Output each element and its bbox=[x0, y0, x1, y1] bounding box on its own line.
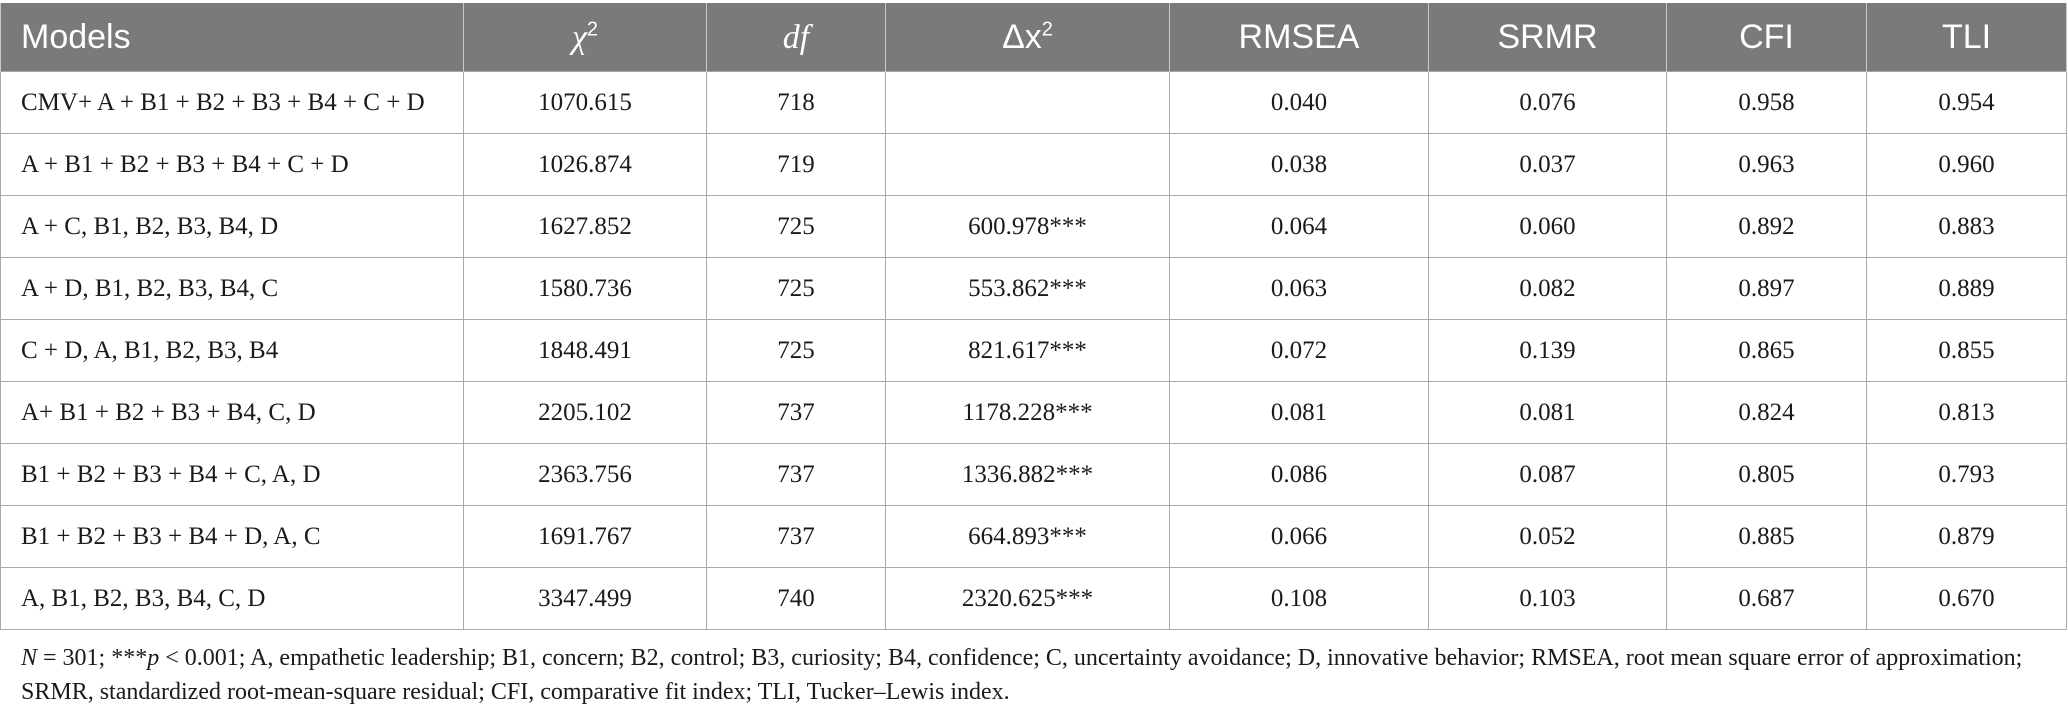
header-df bbox=[707, 3, 886, 72]
cell-rmsea: 0.081 bbox=[1170, 382, 1429, 444]
df-symbol: df bbox=[782, 18, 810, 56]
cell-model: B1 + B2 + B3 + B4 + D, A, C bbox=[1, 506, 464, 568]
cell-rmsea: 0.063 bbox=[1170, 258, 1429, 320]
cell-delta: 1336.882*** bbox=[886, 444, 1170, 506]
cell-chi2: 1691.767 bbox=[464, 506, 707, 568]
cell-tli: 0.879 bbox=[1867, 506, 2067, 568]
cell-rmsea: 0.064 bbox=[1170, 196, 1429, 258]
cell-cfi: 0.805 bbox=[1667, 444, 1867, 506]
cell-delta: 600.978*** bbox=[886, 196, 1170, 258]
cell-tli: 0.670 bbox=[1867, 568, 2067, 630]
cell-chi2: 1580.736 bbox=[464, 258, 707, 320]
cell-rmsea: 0.086 bbox=[1170, 444, 1429, 506]
cell-tli: 0.883 bbox=[1867, 196, 2067, 258]
cell-delta: 821.617*** bbox=[886, 320, 1170, 382]
cell-cfi: 0.687 bbox=[1667, 568, 1867, 630]
cell-chi2: 2205.102 bbox=[464, 382, 707, 444]
cell-df: 725 bbox=[707, 258, 886, 320]
cell-df: 718 bbox=[707, 72, 886, 134]
table-row bbox=[1, 506, 2067, 568]
delta-superscript: 2 bbox=[1041, 18, 1053, 41]
cell-delta: 2320.625*** bbox=[886, 568, 1170, 630]
chi-symbol: χ bbox=[571, 18, 587, 56]
cell-srmr: 0.087 bbox=[1429, 444, 1667, 506]
cell-delta bbox=[886, 72, 1170, 134]
cell-df: 737 bbox=[707, 506, 886, 568]
header-models: Models bbox=[1, 3, 464, 72]
cell-chi2: 1070.615 bbox=[464, 72, 707, 134]
header-delta-chi bbox=[886, 3, 1170, 72]
table-row bbox=[1, 258, 2067, 320]
cell-df: 740 bbox=[707, 568, 886, 630]
footnote-part2: < 0.001; A, empathetic leadership; B1, concern; B2, control; B3, curiosity; B4, confidence; C, uncertainty avoidance; D, innovative behavior; RMSEA, root mean square error of approximation; SRMR, standardized root-mean-square residual; CFI, comparative fit index; TLI, Tucker–Lewis index. bbox=[21, 645, 2023, 705]
table-row bbox=[1, 134, 2067, 196]
cell-rmsea: 0.108 bbox=[1170, 568, 1429, 630]
header-chi-square bbox=[464, 3, 707, 72]
cell-cfi: 0.865 bbox=[1667, 320, 1867, 382]
cell-chi2: 1627.852 bbox=[464, 196, 707, 258]
cell-rmsea: 0.040 bbox=[1170, 72, 1429, 134]
chi-superscript: 2 bbox=[586, 18, 599, 41]
header-cfi: CFI bbox=[1667, 3, 1867, 72]
cell-srmr: 0.081 bbox=[1429, 382, 1667, 444]
cell-rmsea: 0.072 bbox=[1170, 320, 1429, 382]
cell-srmr: 0.076 bbox=[1429, 72, 1667, 134]
cell-tli: 0.954 bbox=[1867, 72, 2067, 134]
cell-srmr: 0.052 bbox=[1429, 506, 1667, 568]
cell-df: 725 bbox=[707, 196, 886, 258]
cell-srmr: 0.037 bbox=[1429, 134, 1667, 196]
table-body bbox=[1, 72, 2067, 630]
model-fit-table bbox=[0, 3, 2067, 630]
cell-cfi: 0.958 bbox=[1667, 72, 1867, 134]
cell-delta: 1178.228*** bbox=[886, 382, 1170, 444]
cell-model: A + D, B1, B2, B3, B4, C bbox=[1, 258, 464, 320]
cell-df: 737 bbox=[707, 444, 886, 506]
cell-tli: 0.855 bbox=[1867, 320, 2067, 382]
header-srmr: SRMR bbox=[1429, 3, 1667, 72]
cell-tli: 0.960 bbox=[1867, 134, 2067, 196]
header-tli: TLI bbox=[1867, 3, 2067, 72]
cell-model: A + C, B1, B2, B3, B4, D bbox=[1, 196, 464, 258]
cell-delta bbox=[886, 134, 1170, 196]
footnote-p: p bbox=[147, 645, 160, 671]
cell-tli: 0.813 bbox=[1867, 382, 2067, 444]
cell-model: A, B1, B2, B3, B4, C, D bbox=[1, 568, 464, 630]
cell-delta: 664.893*** bbox=[886, 506, 1170, 568]
cell-model: C + D, A, B1, B2, B3, B4 bbox=[1, 320, 464, 382]
cell-cfi: 0.824 bbox=[1667, 382, 1867, 444]
table-row bbox=[1, 72, 2067, 134]
cell-delta: 553.862*** bbox=[886, 258, 1170, 320]
cell-tli: 0.793 bbox=[1867, 444, 2067, 506]
table-footnote bbox=[21, 641, 2041, 709]
cell-df: 725 bbox=[707, 320, 886, 382]
cell-chi2: 3347.499 bbox=[464, 568, 707, 630]
cell-srmr: 0.103 bbox=[1429, 568, 1667, 630]
delta-symbol: Δx bbox=[1002, 17, 1042, 56]
cell-df: 737 bbox=[707, 382, 886, 444]
table-row bbox=[1, 444, 2067, 506]
table-row bbox=[1, 320, 2067, 382]
cell-chi2: 1848.491 bbox=[464, 320, 707, 382]
cell-rmsea: 0.066 bbox=[1170, 506, 1429, 568]
cell-srmr: 0.060 bbox=[1429, 196, 1667, 258]
cell-cfi: 0.897 bbox=[1667, 258, 1867, 320]
cell-chi2: 1026.874 bbox=[464, 134, 707, 196]
cell-model: B1 + B2 + B3 + B4 + C, A, D bbox=[1, 444, 464, 506]
footnote-part1: = 301; *** bbox=[37, 645, 148, 671]
cell-srmr: 0.139 bbox=[1429, 320, 1667, 382]
table-row bbox=[1, 382, 2067, 444]
cell-model: CMV+ A + B1 + B2 + B3 + B4 + C + D bbox=[1, 72, 464, 134]
cell-rmsea: 0.038 bbox=[1170, 134, 1429, 196]
header-row bbox=[1, 3, 2067, 72]
cell-df: 719 bbox=[707, 134, 886, 196]
cell-model: A+ B1 + B2 + B3 + B4, C, D bbox=[1, 382, 464, 444]
cell-model: A + B1 + B2 + B3 + B4 + C + D bbox=[1, 134, 464, 196]
cell-srmr: 0.082 bbox=[1429, 258, 1667, 320]
cell-cfi: 0.963 bbox=[1667, 134, 1867, 196]
header-rmsea: RMSEA bbox=[1170, 3, 1429, 72]
cell-tli: 0.889 bbox=[1867, 258, 2067, 320]
cell-chi2: 2363.756 bbox=[464, 444, 707, 506]
footnote-n: N bbox=[21, 645, 38, 671]
cell-cfi: 0.885 bbox=[1667, 506, 1867, 568]
cell-cfi: 0.892 bbox=[1667, 196, 1867, 258]
table-row bbox=[1, 568, 2067, 630]
table-row bbox=[1, 196, 2067, 258]
model-fit-table-container bbox=[0, 3, 2066, 630]
